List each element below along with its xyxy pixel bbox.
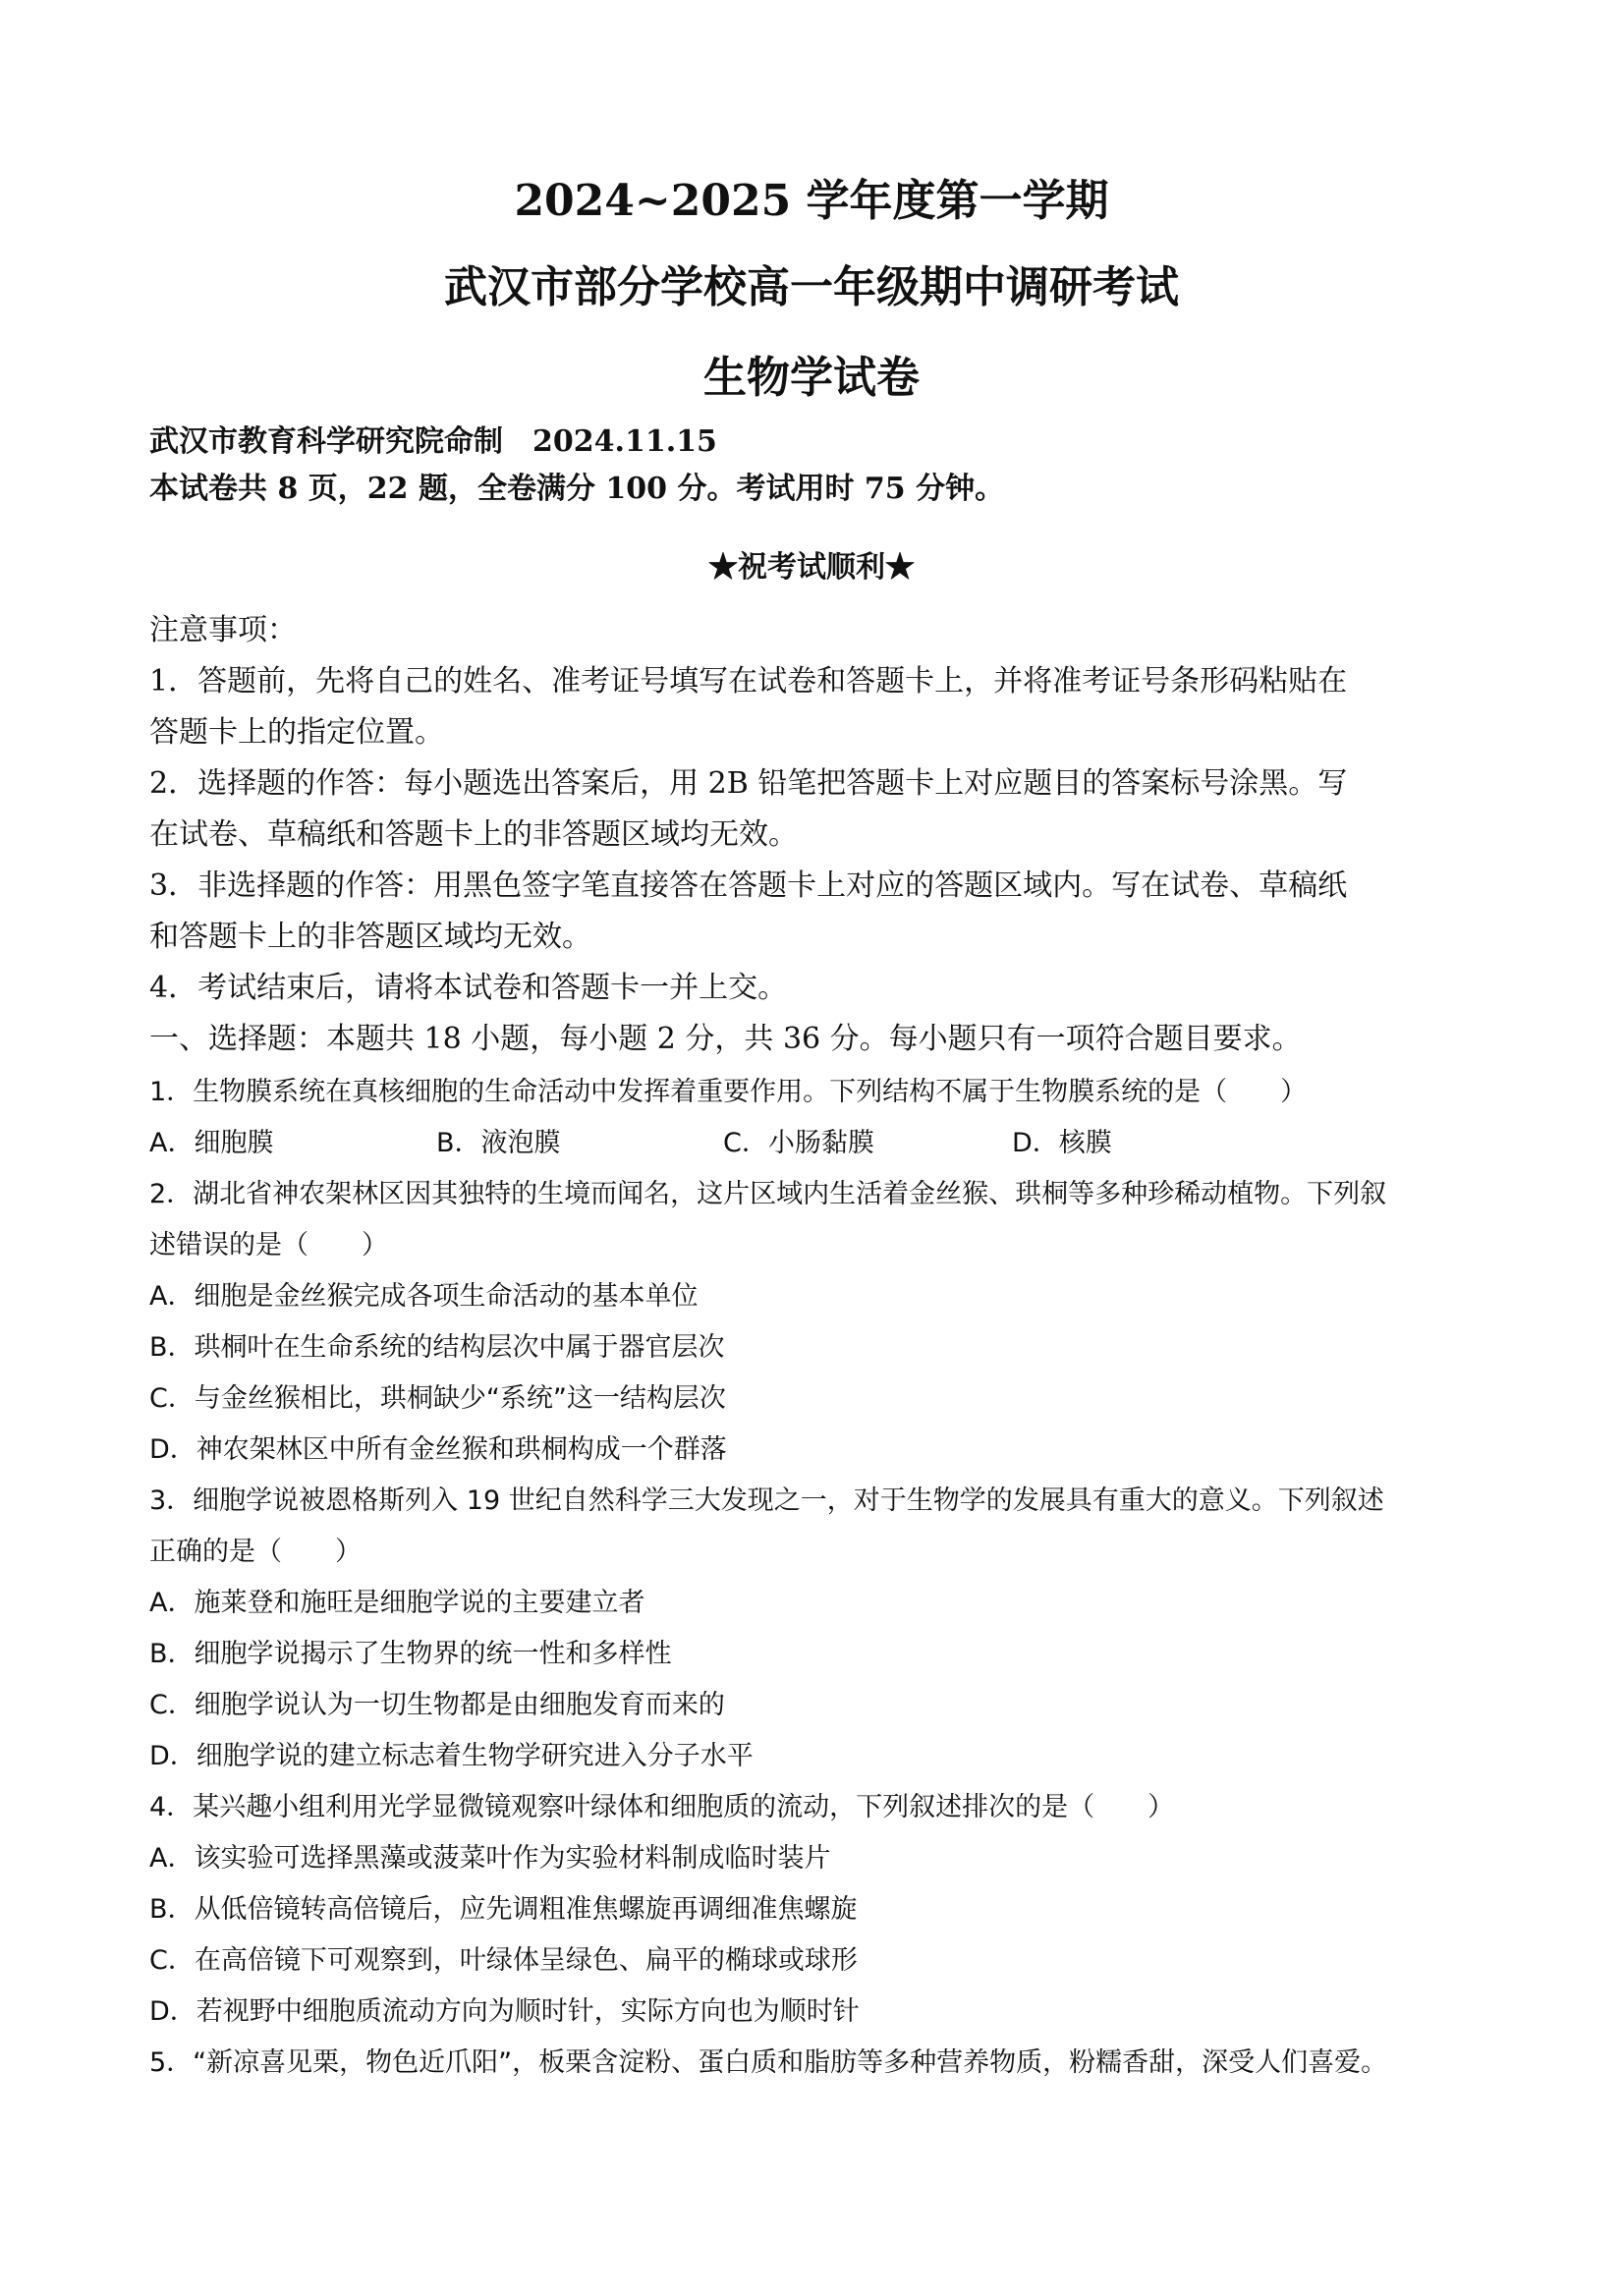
question-2-stem-line-2: 述错误的是（ ） bbox=[149, 1230, 388, 1260]
question-4-option-b: B．从低倍镜转高倍镜后，应先调粗准焦螺旋再调细准焦螺旋 bbox=[149, 1894, 858, 1925]
note-1-line-2: 答题卡上的指定位置。 bbox=[149, 715, 444, 750]
notes-heading: 注意事项： bbox=[149, 613, 297, 647]
question-1-stem: 1．生物膜系统在真核细胞的生命活动中发挥着重要作用。下列结构不属于生物膜系统的是（ ） bbox=[149, 1077, 1308, 1107]
good-luck-banner: ★祝考试顺利★ bbox=[708, 550, 915, 585]
question-3-option-b: B．细胞学说揭示了生物界的统一性和多样性 bbox=[149, 1639, 672, 1669]
note-1-line-1: 1．答题前，先将自己的姓名、准考证号填写在试卷和答题卡上，并将准考证号条形码粘贴在 bbox=[149, 664, 1348, 699]
question-5-stem: 5．“新凉喜见栗，物色近爪阳”，板栗含淀粉、蛋白质和脂肪等多种营养物质，粉糯香甜，深受人们喜爱。 bbox=[149, 2047, 1388, 2078]
exam-info-line: 本试卷共 8 页，22 题，全卷满分 100 分。考试用时 75 分钟。 bbox=[149, 472, 1005, 506]
question-1-option-d: D．核膜 bbox=[1012, 1128, 1112, 1158]
title-academic-year: 2024~2025 学年度第一学期 bbox=[514, 176, 1109, 226]
note-2-line-1: 2．选择题的作答：每小题选出答案后，用 2B 铅笔把答题卡上对应题目的答案标号涂黑。写 bbox=[149, 766, 1348, 801]
question-2-option-b: B．珙桐叶在生命系统的结构层次中属于器官层次 bbox=[149, 1332, 725, 1363]
question-3-stem-line-2: 正确的是（ ） bbox=[149, 1537, 362, 1567]
question-2-option-a: A．细胞是金丝猴完成各项生命活动的基本单位 bbox=[149, 1281, 699, 1312]
question-2-stem-line-1: 2．湖北省神农架林区因其独特的生境而闻名，这片区域内生活着金丝猴、珙桐等多种珍稀动植物。下列叙 bbox=[149, 1179, 1387, 1209]
question-1-option-c: C．小肠黏膜 bbox=[723, 1128, 874, 1158]
note-3-line-1: 3．非选择题的作答：用黑色签字笔直接答在答题卡上对应的答题区域内。写在试卷、草稿纸 bbox=[149, 868, 1348, 903]
question-1-option-b: B．液泡膜 bbox=[436, 1128, 561, 1158]
question-4-stem: 4．某兴趣小组利用光学显微镜观察叶绿体和细胞质的流动，下列叙述排次的是（ ） bbox=[149, 1792, 1175, 1822]
question-3-option-c: C．细胞学说认为一切生物都是由细胞发育而来的 bbox=[149, 1690, 725, 1720]
section-1-heading: 一、选择题：本题共 18 小题，每小题 2 分，共 36 分。每小题只有一项符合题目要求。 bbox=[149, 1022, 1302, 1056]
question-2-option-d: D．神农架林区中所有金丝猴和珙桐构成一个群落 bbox=[149, 1434, 727, 1465]
question-4-option-a: A．该实验可选择黑藻或菠菜叶作为实验材料制成临时装片 bbox=[149, 1843, 831, 1874]
question-2-option-c: C．与金丝猴相比，珙桐缺少“系统”这一结构层次 bbox=[149, 1383, 726, 1414]
question-3-option-a: A．施莱登和施旺是细胞学说的主要建立者 bbox=[149, 1588, 645, 1618]
title-subject: 生物学试卷 bbox=[703, 353, 920, 403]
question-3-stem-line-1: 3．细胞学说被恩格斯列入 19 世纪自然科学三大发现之一，对于生物学的发展具有重大的意义。下列叙述 bbox=[149, 1485, 1384, 1516]
note-4: 4．考试结束后，请将本试卷和答题卡一并上交。 bbox=[149, 971, 788, 1005]
title-exam-name: 武汉市部分学校高一年级期中调研考试 bbox=[444, 262, 1179, 312]
note-3-line-2: 和答题卡上的非答题区域均无效。 bbox=[149, 920, 591, 954]
question-1-option-a: A．细胞膜 bbox=[149, 1128, 274, 1158]
question-3-option-d: D．细胞学说的建立标志着生物学研究进入分子水平 bbox=[149, 1741, 754, 1771]
issuer-line: 武汉市教育科学研究院命制 2024.11.15 bbox=[149, 424, 717, 459]
question-4-option-d: D．若视野中细胞质流动方向为顺时针，实际方向也为顺时针 bbox=[149, 1996, 860, 2027]
question-4-option-c: C．在高倍镜下可观察到，叶绿体呈绿色、扁平的椭球或球形 bbox=[149, 1945, 858, 1976]
note-2-line-2: 在试卷、草稿纸和答题卡上的非答题区域均无效。 bbox=[149, 817, 798, 852]
